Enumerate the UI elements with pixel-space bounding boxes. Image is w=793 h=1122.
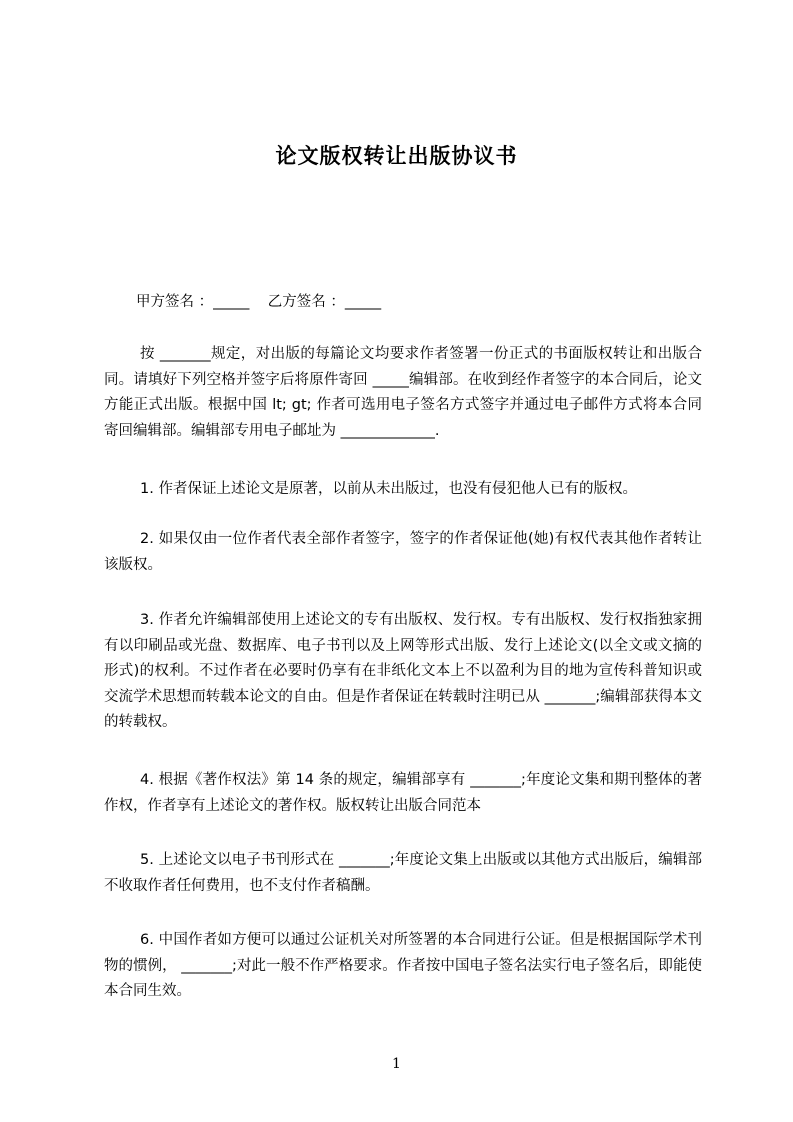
clause-2: 2. 如果仅由一位作者代表全部作者签字，签字的作者保证他(她)有权代表其他作者转让该版权。 <box>104 531 702 573</box>
clause-1: 1. 作者保证上述论文是原著，以前从未出版过，也没有侵犯他人已有的版权。 <box>140 481 637 497</box>
document-title: 论文版权转让出版协议书 <box>275 144 518 168</box>
signature-line: 甲方签名 ：_____ 乙方签名 ：_____ <box>136 294 382 310</box>
clause-4: 4. 根据《著作权法》第 14 条的规定，编辑部享有 _______;年度论文集和期刊整体的著作权，作者享有上述论文的著作权。版权转让出版合同范本 <box>104 772 702 814</box>
intro-paragraph: 按 _______规定，对出版的每篇论文均要求作者签署一份正式的书面版权转让和出版合同。请填好下列空格并签字后将原件寄回 _____编辑部。在收到经作者签字的本合同后，论文方能正式出版。根据中国 lt; gt; 作者可选用电子签名方式签字并通过电子邮件方式将本合同寄回编辑部。编辑部专用电子邮址为 _____________. <box>104 346 702 439</box>
clause-3: 3. 作者允许编辑部使用上述论文的专有出版权、发行权。专有出版权、发行权指独家拥有以印刷品或光盘、数据库、电子书刊以及上网等形式出版、发行上述论文(以全文或文摘的形式)的权利。不过作者在必要时仍享有在非纸化文本上不以盈利为目的地为宣传科普知识或交流学术思想而转载本论文的自由。但是作者保证在转载时注明已从 _______;编辑部获得本文的转载权。 <box>104 612 702 730</box>
clause-5: 5. 上述论文以电子书刊形式在 _______;年度论文集上出版或以其他方式出版后，编辑部不收取作者任何费用，也不支付作者稿酬。 <box>104 852 702 894</box>
page-number: 1 <box>392 1056 401 1072</box>
clause-6: 6. 中国作者如方便可以通过公证机关对所签署的本合同进行公证。但是根据国际学术刊物的惯例， _______;对此一般不作严格要求。作者按中国电子签名法实行电子签名后，即能使本合同生效。 <box>104 932 702 999</box>
